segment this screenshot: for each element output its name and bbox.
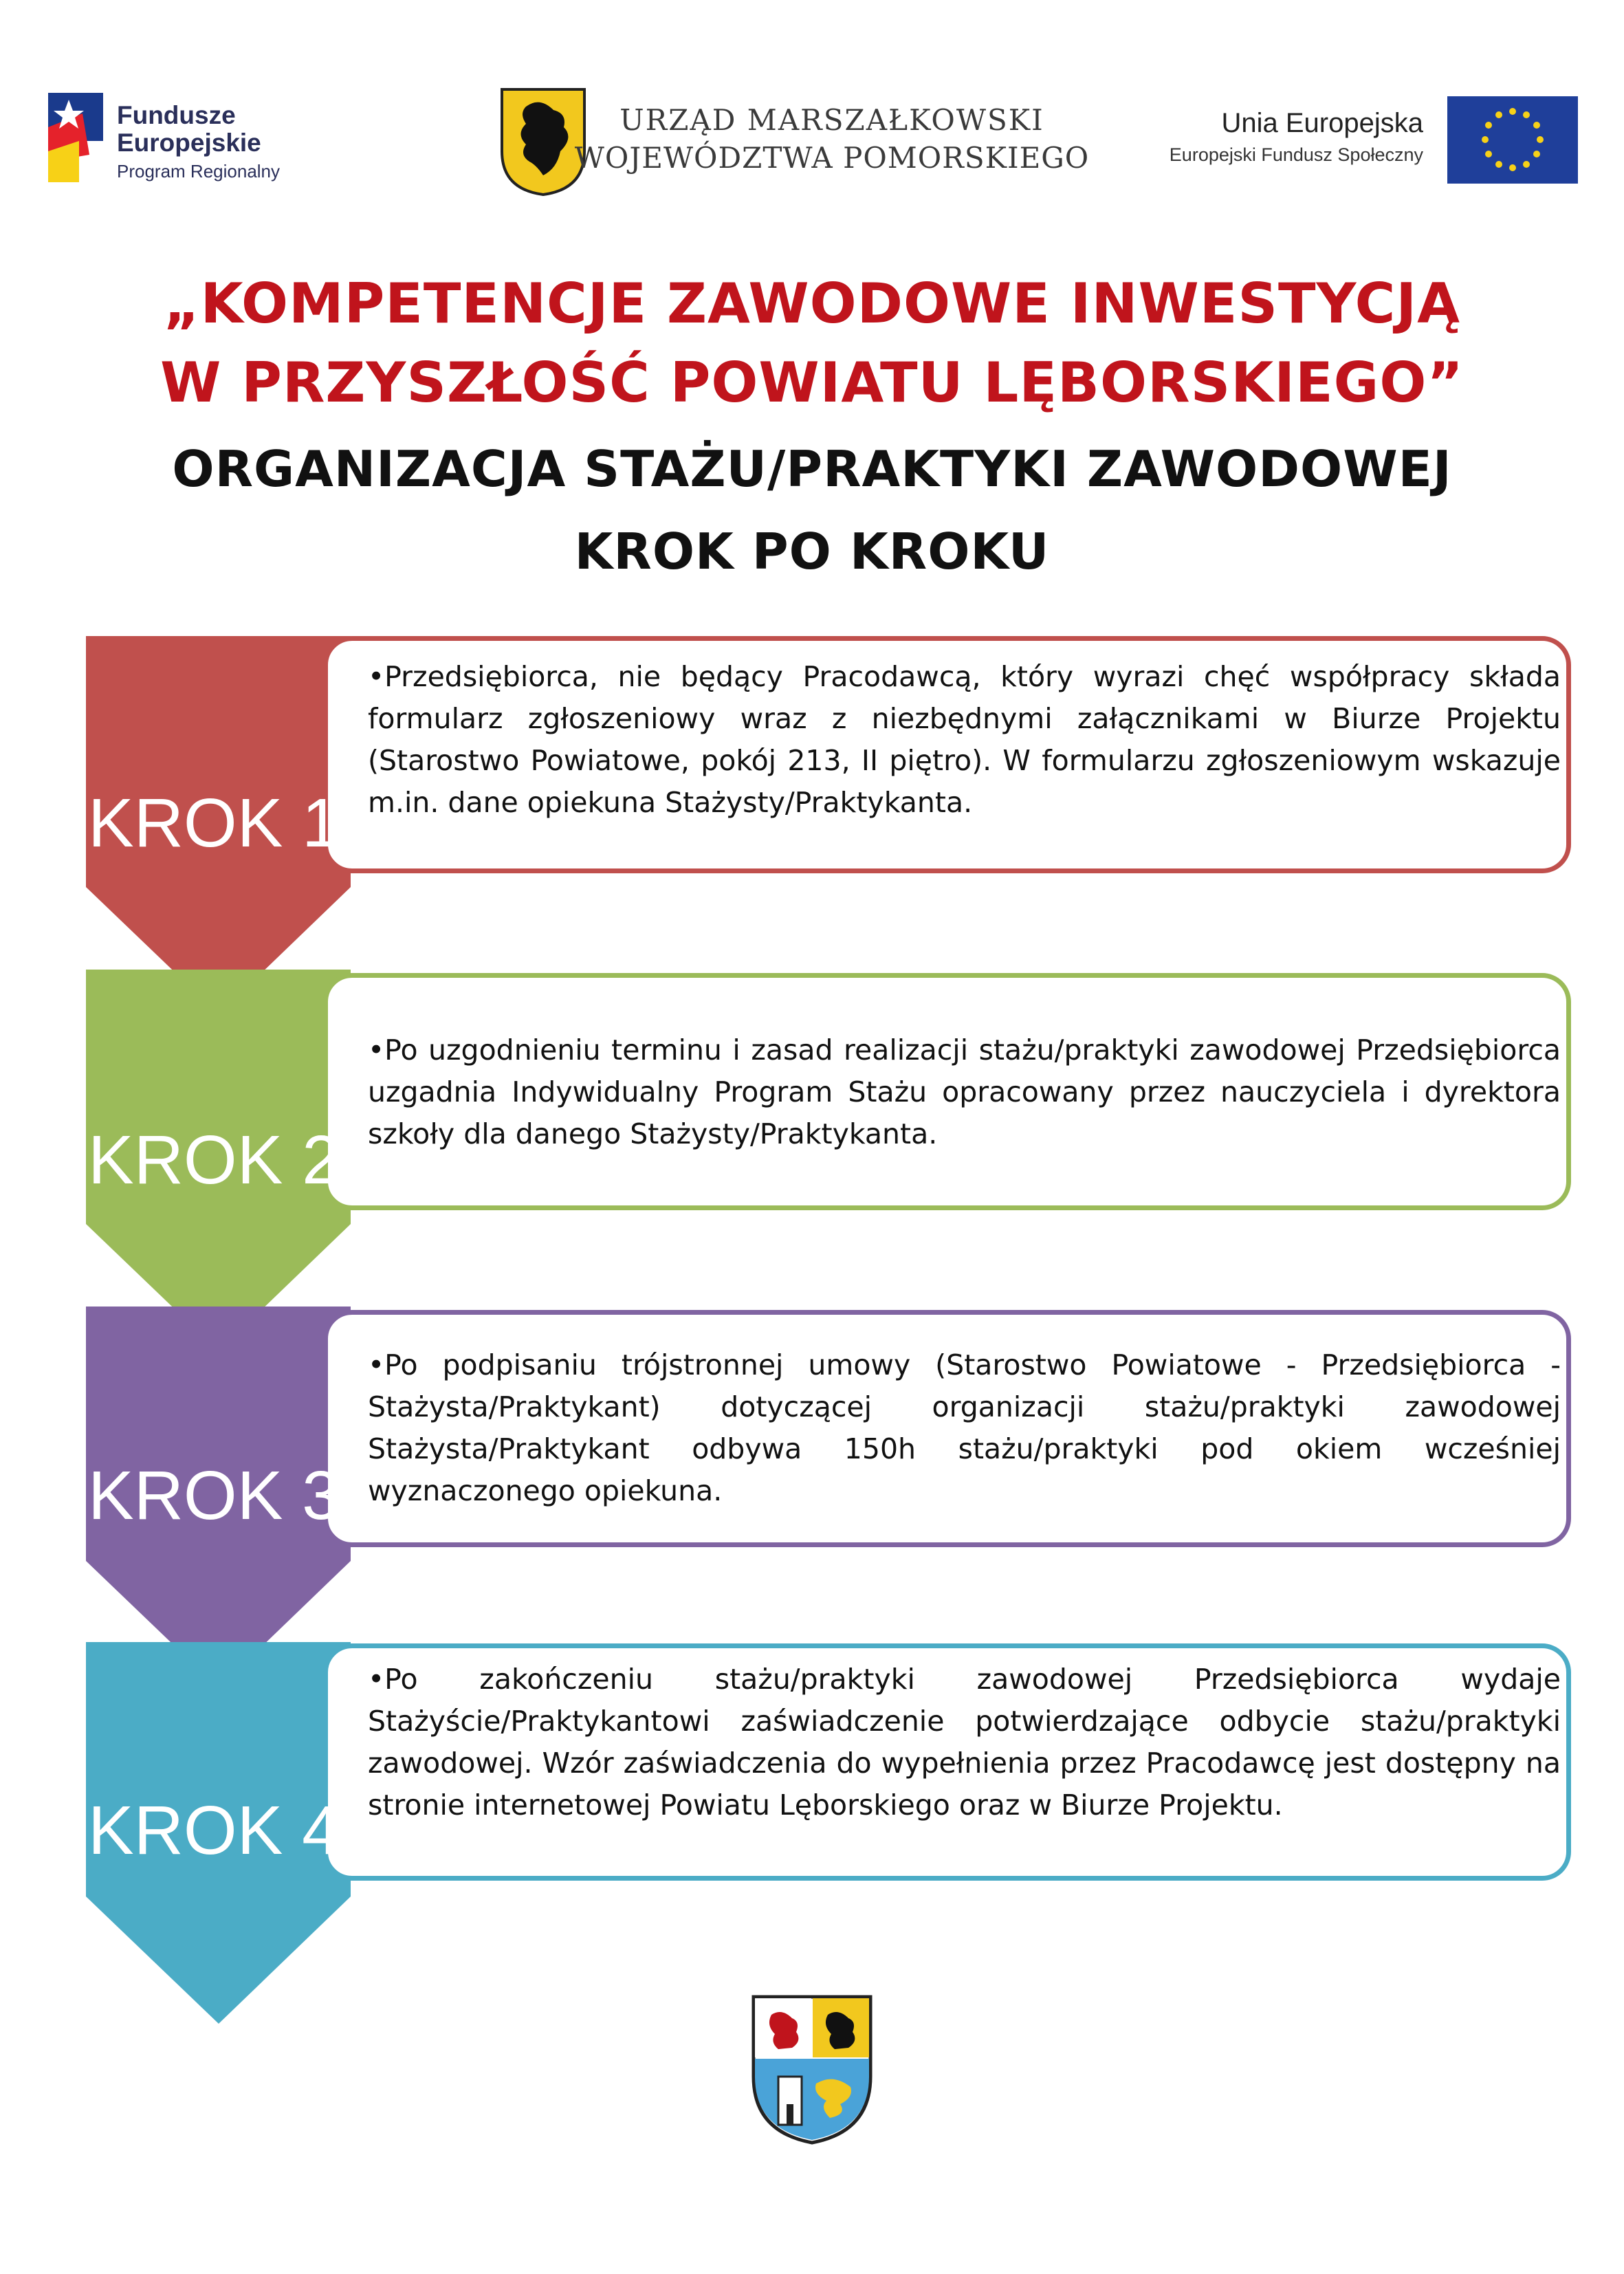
step-2-text: •Po uzgodnieniu terminu i zasad realizacji stażu/praktyki zawodowej Przedsiębiorca uzgadnia Indywidualny Program Stażu opracowany przez nauczyciela i dyrektora szkoły dla danego Stażysty/Praktykanta. xyxy=(368,1034,1561,1150)
urzad-logo-line1: URZĄD MARSZAŁKOWSKI xyxy=(619,103,1044,137)
urzad-logo-line2: WOJEWÓDZTWA POMORSKIEGO xyxy=(574,141,1090,175)
subtitle-line2: KROK PO KROKU xyxy=(574,523,1050,580)
ue-logo-line1: Unia Europejska xyxy=(1221,108,1423,138)
step-1-label: KROK 1 xyxy=(88,785,340,862)
subtitle-line1: ORGANIZACJA STAŻU/PRAKTYKI ZAWODOWEJ xyxy=(172,440,1452,498)
fe-logo-line3: Program Regionalny xyxy=(117,161,281,182)
main-title-line2: W PRZYSZŁOŚĆ POWIATU LĘBORSKIEGO” xyxy=(160,351,1464,415)
ue-logo-line2: Europejski Fundusz Społeczny xyxy=(1169,144,1423,165)
step-3-text: •Po podpisaniu trójstronnej umowy (Starostwo Powiatowe - Przedsiębiorca - Stażysta/Praktykant) dotyczącej organizacji stażu/praktyki zawodowej Stażysta/Praktykant odbywa 150h stażu/praktyki pod okiem wcześniej wyznaczonego opiekuna. xyxy=(368,1348,1561,1507)
leborski-coat-of-arms-icon xyxy=(751,1994,873,2145)
step-4-label: KROK 4 xyxy=(88,1792,340,1869)
fe-logo-line1: Fundusze xyxy=(117,101,236,129)
step-3-label: KROK 3 xyxy=(88,1457,340,1534)
step-4-text: •Po zakończeniu stażu/praktyki zawodowej Przedsiębiorca wydaje Stażyście/Praktykantowi zaświadczenie potwierdzające odbycie stażu/praktyki zawodowej. Wzór zaświadczenia do wypełnienia przez Pracodawcę jest dostępny na stronie internetowej Powiatu Lęborskiego oraz w Biurze Projektu. xyxy=(368,1663,1561,1822)
main-title-line1: „KOMPETENCJE ZAWODOWE INWESTYCJĄ xyxy=(163,272,1461,336)
step-2-label: KROK 2 xyxy=(88,1122,340,1199)
step-1-text: •Przedsiębiorca, nie będący Pracodawcą, który wyrazi chęć współpracy składa formularz zgłoszeniowy wraz z niezbędnymi załącznikami w Biurze Projektu (Starostwo Powiatowe, pokój 213, II piętro). W formularzu zgłoszeniowym wskazuje m.in. dane opiekuna Stażysty/Praktykanta. xyxy=(368,660,1561,819)
fe-logo-line2: Europejskie xyxy=(117,129,261,157)
